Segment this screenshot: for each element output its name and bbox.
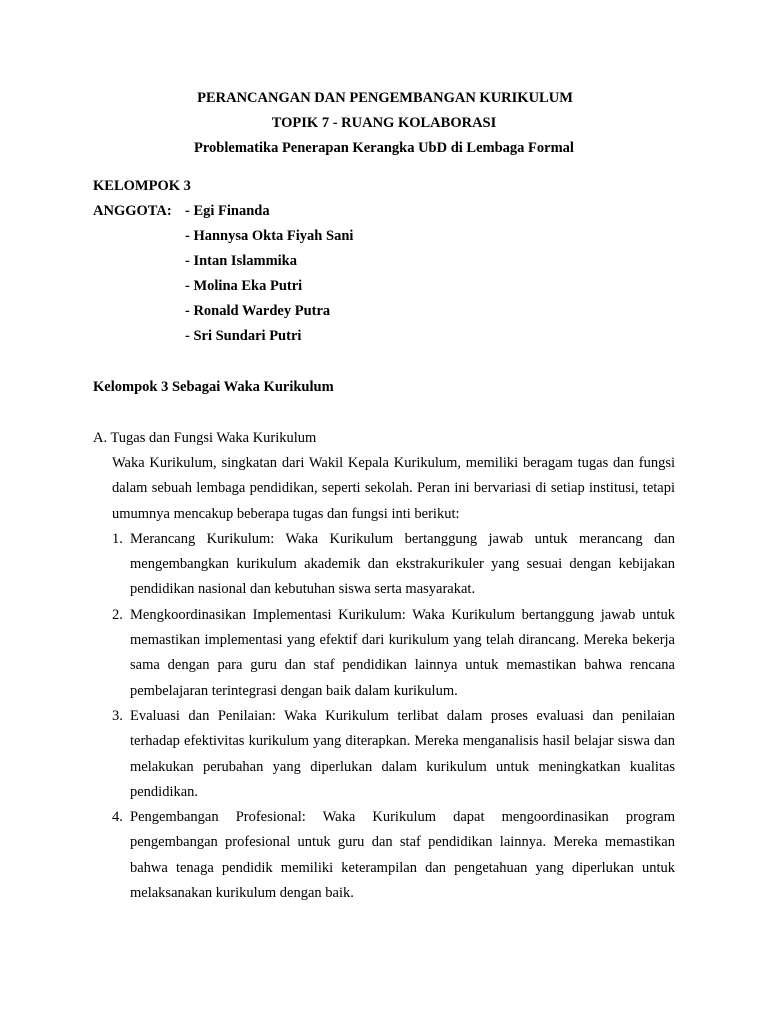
list-item-text: Evaluasi dan Penilaian: Waka Kurikulum terlibat dalam proses evaluasi dan penilaian terhadap efektivitas kurikulum yang diterapkan. Mereka menganalisis hasil belajar siswa dan melakukan perubahan yang diperlukan dalam kurikulum untuk meningkatkan kualitas pendidikan. (130, 707, 675, 800)
topic-title: TOPIK 7 - RUANG KOLABORASI (271, 115, 497, 131)
member-name: - Egi Finanda (185, 203, 270, 219)
list-item (93, 527, 675, 603)
list-item (93, 603, 675, 704)
list-item-number: 3. (112, 707, 123, 724)
member-name: - Molina Eka Putri (185, 278, 303, 294)
member-name: - Hannysa Okta Fiyah Sani (185, 228, 354, 244)
list-item-text: Pengembangan Profesional: Waka Kurikulum dapat mengoordinasikan program pengembangan profesional untuk guru dan staf pendidikan lainnya. Mereka memastikan bahwa tenaga pendidik memiliki keterampilan dan pengetahuan yang diperlukan untuk melaksanakan kurikulum dengan baik. (130, 809, 675, 902)
list-item-text: Merancang Kurikulum: Waka Kurikulum bertanggung jawab untuk merancang dan mengembangkan kurikulum akademik dan ekstrakurikuler yang sesuai dengan kebijakan pendidikan nasional dan kebutuhan siswa serta masyarakat. (130, 530, 675, 598)
section-heading: Kelompok 3 Sebagai Waka Kurikulum (93, 379, 334, 395)
list-item-number: 4. (112, 809, 123, 826)
member-name: - Intan Islammika (185, 253, 297, 269)
section-a-intro: Waka Kurikulum, singkatan dari Wakil Kepala Kurikulum, memiliki beragam tugas dan fungsi dalam sebuah lembaga pendidikan, seperti sekolah. Peran ini bervariasi di setiap institusi, tetapi umumnya mencakup beberapa tugas dan fungsi inti berikut: (112, 455, 675, 522)
course-title: PERANCANGAN DAN PENGEMBANGAN KURIKULUM (197, 90, 573, 106)
list-item-number: 1. (112, 530, 123, 547)
section-a (93, 426, 675, 906)
list-item (93, 704, 675, 805)
members-label: ANGGOTA: (93, 203, 172, 219)
group-info (93, 174, 353, 349)
member-name: - Sri Sundari Putri (185, 328, 302, 344)
document-subtitle: Problematika Penerapan Kerangka UbD di Lembaga Formal (194, 140, 574, 156)
list-item-text: Mengkoordinasikan Implementasi Kurikulum: Waka Kurikulum bertanggung jawab untuk memastikan implementasi yang efektif dari kurikulum yang telah dirancang. Mereka bekerja sama dengan para guru dan staf pendidikan lainnya untuk memastikan bahwa rencana pembelajaran terintegrasi dengan baik dalam kurikulum. (130, 606, 675, 699)
list-item-number: 2. (112, 606, 123, 623)
section-a-title: A. Tugas dan Fungsi Waka Kurikulum (93, 430, 317, 446)
member-row (93, 199, 353, 224)
group-name: KELOMPOK 3 (93, 178, 191, 194)
member-name: - Ronald Wardey Putra (185, 303, 331, 319)
duties-list (93, 527, 675, 906)
document-title-block (0, 86, 768, 161)
list-item (93, 805, 675, 906)
